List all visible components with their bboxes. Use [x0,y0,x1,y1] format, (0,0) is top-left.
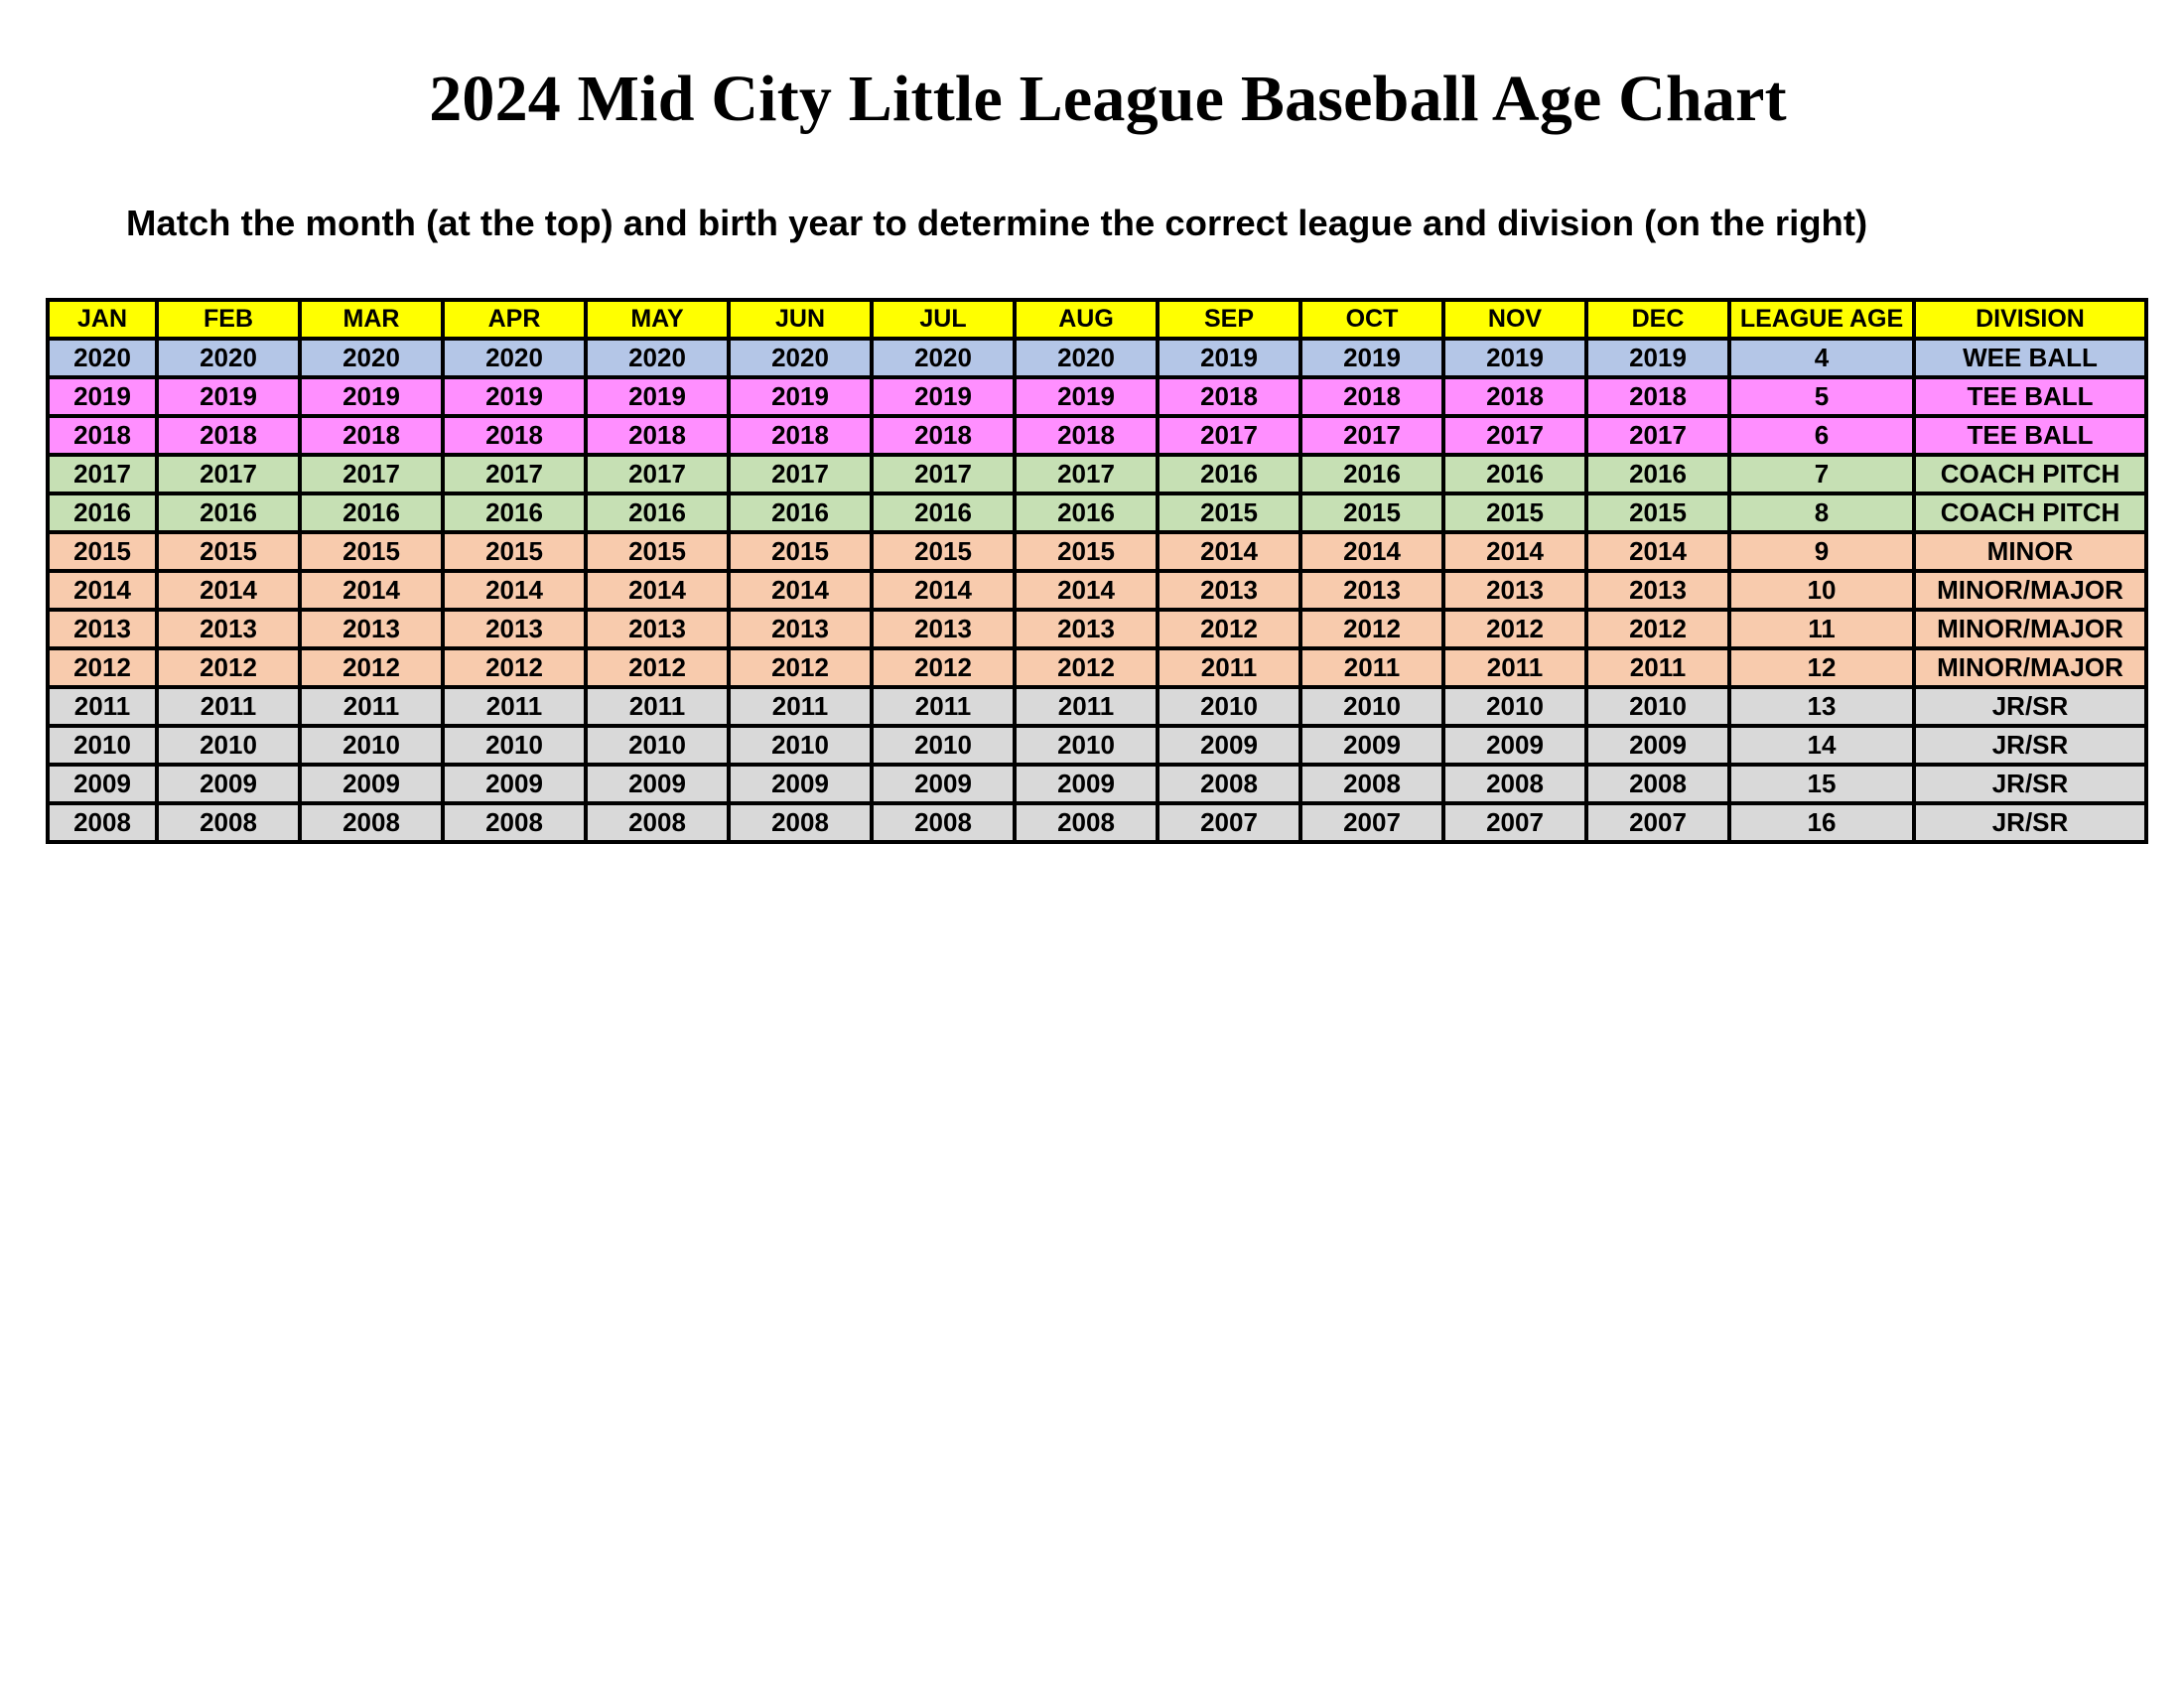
birth-year-cell: 2014 [1158,532,1300,571]
birth-year-cell: 2014 [300,571,443,610]
division-cell: MINOR [1914,532,2146,571]
birth-year-cell: 2019 [157,377,300,416]
birth-year-cell: 2017 [1158,416,1300,455]
league-age-cell: 7 [1729,455,1914,493]
birth-year-cell: 2011 [1015,687,1158,726]
column-header: NOV [1443,300,1586,339]
birth-year-cell: 2012 [872,648,1015,687]
birth-year-cell: 2018 [1300,377,1443,416]
birth-year-cell: 2011 [729,687,872,726]
birth-year-cell: 2013 [300,610,443,648]
birth-year-cell: 2014 [443,571,586,610]
birth-year-cell: 2016 [1300,455,1443,493]
birth-year-cell: 2016 [300,493,443,532]
birth-year-cell: 2009 [48,765,157,803]
birth-year-cell: 2009 [443,765,586,803]
birth-year-cell: 2009 [157,765,300,803]
birth-year-cell: 2013 [586,610,729,648]
birth-year-cell: 2015 [300,532,443,571]
birth-year-cell: 2019 [1443,339,1586,377]
birth-year-cell: 2019 [300,377,443,416]
birth-year-cell: 2018 [443,416,586,455]
birth-year-cell: 2009 [1586,726,1729,765]
birth-year-cell: 2009 [1300,726,1443,765]
column-header: FEB [157,300,300,339]
page-title: 2024 Mid City Little League Baseball Age Chart [429,63,1787,135]
league-age-cell: 4 [1729,339,1914,377]
birth-year-cell: 2010 [48,726,157,765]
birth-year-cell: 2013 [1586,571,1729,610]
birth-year-cell: 2016 [729,493,872,532]
column-header: LEAGUE AGE [1729,300,1914,339]
birth-year-cell: 2015 [586,532,729,571]
league-age-cell: 11 [1729,610,1914,648]
birth-year-cell: 2012 [157,648,300,687]
league-age-cell: 8 [1729,493,1914,532]
column-header: MAY [586,300,729,339]
birth-year-cell: 2015 [1015,532,1158,571]
birth-year-cell: 2020 [48,339,157,377]
birth-year-cell: 2016 [157,493,300,532]
birth-year-cell: 2014 [157,571,300,610]
birth-year-cell: 2011 [586,687,729,726]
column-header: OCT [1300,300,1443,339]
header-row [48,300,2146,339]
birth-year-cell: 2018 [729,416,872,455]
birth-year-cell: 2018 [872,416,1015,455]
birth-year-cell: 2015 [157,532,300,571]
birth-year-cell: 2020 [300,339,443,377]
league-age-cell: 13 [1729,687,1914,726]
birth-year-cell: 2008 [872,803,1015,842]
birth-year-cell: 2010 [443,726,586,765]
table-row [48,610,2146,648]
birth-year-cell: 2010 [1158,687,1300,726]
division-cell: MINOR/MAJOR [1914,610,2146,648]
birth-year-cell: 2010 [586,726,729,765]
table-row [48,765,2146,803]
table-row [48,532,2146,571]
league-age-cell: 9 [1729,532,1914,571]
birth-year-cell: 2009 [1443,726,1586,765]
birth-year-cell: 2009 [1015,765,1158,803]
birth-year-cell: 2020 [586,339,729,377]
birth-year-cell: 2017 [300,455,443,493]
table-row [48,493,2146,532]
birth-year-cell: 2008 [48,803,157,842]
birth-year-cell: 2010 [1015,726,1158,765]
birth-year-cell: 2017 [1586,416,1729,455]
birth-year-cell: 2014 [872,571,1015,610]
league-age-cell: 15 [1729,765,1914,803]
table-row [48,455,2146,493]
column-header: MAR [300,300,443,339]
birth-year-cell: 2015 [48,532,157,571]
birth-year-cell: 2008 [443,803,586,842]
birth-year-cell: 2013 [157,610,300,648]
birth-year-cell: 2009 [729,765,872,803]
birth-year-cell: 2012 [729,648,872,687]
column-header: DIVISION [1914,300,2146,339]
birth-year-cell: 2012 [586,648,729,687]
table-row [48,571,2146,610]
birth-year-cell: 2013 [872,610,1015,648]
division-cell: TEE BALL [1914,377,2146,416]
column-header: AUG [1015,300,1158,339]
birth-year-cell: 2020 [872,339,1015,377]
table-row [48,726,2146,765]
birth-year-cell: 2010 [872,726,1015,765]
birth-year-cell: 2012 [300,648,443,687]
birth-year-cell: 2016 [1586,455,1729,493]
birth-year-cell: 2019 [1586,339,1729,377]
birth-year-cell: 2014 [586,571,729,610]
birth-year-cell: 2019 [443,377,586,416]
birth-year-cell: 2015 [1443,493,1586,532]
birth-year-cell: 2015 [1158,493,1300,532]
birth-year-cell: 2007 [1443,803,1586,842]
birth-year-cell: 2010 [1300,687,1443,726]
birth-year-cell: 2014 [1300,532,1443,571]
birth-year-cell: 2014 [1015,571,1158,610]
birth-year-cell: 2020 [1015,339,1158,377]
birth-year-cell: 2013 [443,610,586,648]
birth-year-cell: 2018 [157,416,300,455]
instructions: Match the month (at the top) and birth year to determine the correct league and division (on the right) [126,203,1868,243]
birth-year-cell: 2010 [1586,687,1729,726]
birth-year-cell: 2011 [48,687,157,726]
birth-year-cell: 2010 [1443,687,1586,726]
league-age-cell: 10 [1729,571,1914,610]
birth-year-cell: 2007 [1158,803,1300,842]
league-age-cell: 6 [1729,416,1914,455]
birth-year-cell: 2007 [1300,803,1443,842]
birth-year-cell: 2016 [443,493,586,532]
birth-year-cell: 2018 [1443,377,1586,416]
division-cell: WEE BALL [1914,339,2146,377]
birth-year-cell: 2013 [48,610,157,648]
table-row [48,648,2146,687]
birth-year-cell: 2016 [1015,493,1158,532]
column-header: JUL [872,300,1015,339]
birth-year-cell: 2010 [729,726,872,765]
birth-year-cell: 2020 [729,339,872,377]
birth-year-cell: 2017 [157,455,300,493]
birth-year-cell: 2012 [443,648,586,687]
birth-year-cell: 2012 [1443,610,1586,648]
league-age-cell: 16 [1729,803,1914,842]
birth-year-cell: 2017 [586,455,729,493]
birth-year-cell: 2015 [1300,493,1443,532]
birth-year-cell: 2013 [1443,571,1586,610]
birth-year-cell: 2015 [1586,493,1729,532]
column-header: JUN [729,300,872,339]
birth-year-cell: 2008 [1300,765,1443,803]
birth-year-cell: 2008 [157,803,300,842]
birth-year-cell: 2013 [1158,571,1300,610]
league-age-cell: 14 [1729,726,1914,765]
birth-year-cell: 2018 [1586,377,1729,416]
birth-year-cell: 2012 [1300,610,1443,648]
birth-year-cell: 2014 [729,571,872,610]
birth-year-cell: 2011 [872,687,1015,726]
birth-year-cell: 2019 [872,377,1015,416]
birth-year-cell: 2015 [729,532,872,571]
birth-year-cell: 2020 [157,339,300,377]
birth-year-cell: 2012 [48,648,157,687]
birth-year-cell: 2019 [1300,339,1443,377]
birth-year-cell: 2008 [1015,803,1158,842]
birth-year-cell: 2016 [1158,455,1300,493]
birth-year-cell: 2018 [1158,377,1300,416]
birth-year-cell: 2020 [443,339,586,377]
birth-year-cell: 2013 [1300,571,1443,610]
birth-year-cell: 2009 [872,765,1015,803]
birth-year-cell: 2011 [1586,648,1729,687]
birth-year-cell: 2012 [1158,610,1300,648]
birth-year-cell: 2018 [48,416,157,455]
birth-year-cell: 2008 [586,803,729,842]
birth-year-cell: 2015 [872,532,1015,571]
birth-year-cell: 2007 [1586,803,1729,842]
birth-year-cell: 2017 [48,455,157,493]
league-age-cell: 12 [1729,648,1914,687]
birth-year-cell: 2012 [1015,648,1158,687]
birth-year-cell: 2014 [1586,532,1729,571]
division-cell: JR/SR [1914,726,2146,765]
table-row [48,803,2146,842]
birth-year-cell: 2013 [1015,610,1158,648]
birth-year-cell: 2018 [300,416,443,455]
table-row [48,377,2146,416]
birth-year-cell: 2011 [1443,648,1586,687]
birth-year-cell: 2018 [586,416,729,455]
birth-year-cell: 2011 [300,687,443,726]
column-header: DEC [1586,300,1729,339]
division-cell: MINOR/MAJOR [1914,648,2146,687]
birth-year-cell: 2010 [157,726,300,765]
birth-year-cell: 2010 [300,726,443,765]
division-cell: COACH PITCH [1914,455,2146,493]
birth-year-cell: 2019 [586,377,729,416]
birth-year-cell: 2019 [729,377,872,416]
birth-year-cell: 2009 [300,765,443,803]
birth-year-cell: 2011 [1158,648,1300,687]
division-cell: JR/SR [1914,765,2146,803]
birth-year-cell: 2017 [729,455,872,493]
birth-year-cell: 2011 [1300,648,1443,687]
birth-year-cell: 2016 [1443,455,1586,493]
table-row [48,687,2146,726]
birth-year-cell: 2017 [872,455,1015,493]
birth-year-cell: 2008 [1586,765,1729,803]
birth-year-cell: 2016 [48,493,157,532]
table-row [48,416,2146,455]
division-cell: JR/SR [1914,803,2146,842]
birth-year-cell: 2009 [586,765,729,803]
table-body [48,339,2146,842]
division-cell: COACH PITCH [1914,493,2146,532]
division-cell: TEE BALL [1914,416,2146,455]
birth-year-cell: 2018 [1015,416,1158,455]
birth-year-cell: 2017 [1015,455,1158,493]
birth-year-cell: 2016 [586,493,729,532]
table-row [48,339,2146,377]
birth-year-cell: 2011 [157,687,300,726]
birth-year-cell: 2008 [1158,765,1300,803]
birth-year-cell: 2019 [48,377,157,416]
age-chart-table [46,298,2148,844]
birth-year-cell: 2016 [872,493,1015,532]
birth-year-cell: 2013 [729,610,872,648]
birth-year-cell: 2011 [443,687,586,726]
birth-year-cell: 2008 [300,803,443,842]
column-header: APR [443,300,586,339]
birth-year-cell: 2008 [729,803,872,842]
division-cell: JR/SR [1914,687,2146,726]
column-header: SEP [1158,300,1300,339]
birth-year-cell: 2012 [1586,610,1729,648]
league-age-cell: 5 [1729,377,1914,416]
column-header: JAN [48,300,157,339]
birth-year-cell: 2017 [443,455,586,493]
birth-year-cell: 2017 [1300,416,1443,455]
birth-year-cell: 2017 [1443,416,1586,455]
birth-year-cell: 2008 [1443,765,1586,803]
birth-year-cell: 2015 [443,532,586,571]
birth-year-cell: 2019 [1015,377,1158,416]
birth-year-cell: 2014 [1443,532,1586,571]
birth-year-cell: 2019 [1158,339,1300,377]
division-cell: MINOR/MAJOR [1914,571,2146,610]
birth-year-cell: 2014 [48,571,157,610]
birth-year-cell: 2009 [1158,726,1300,765]
